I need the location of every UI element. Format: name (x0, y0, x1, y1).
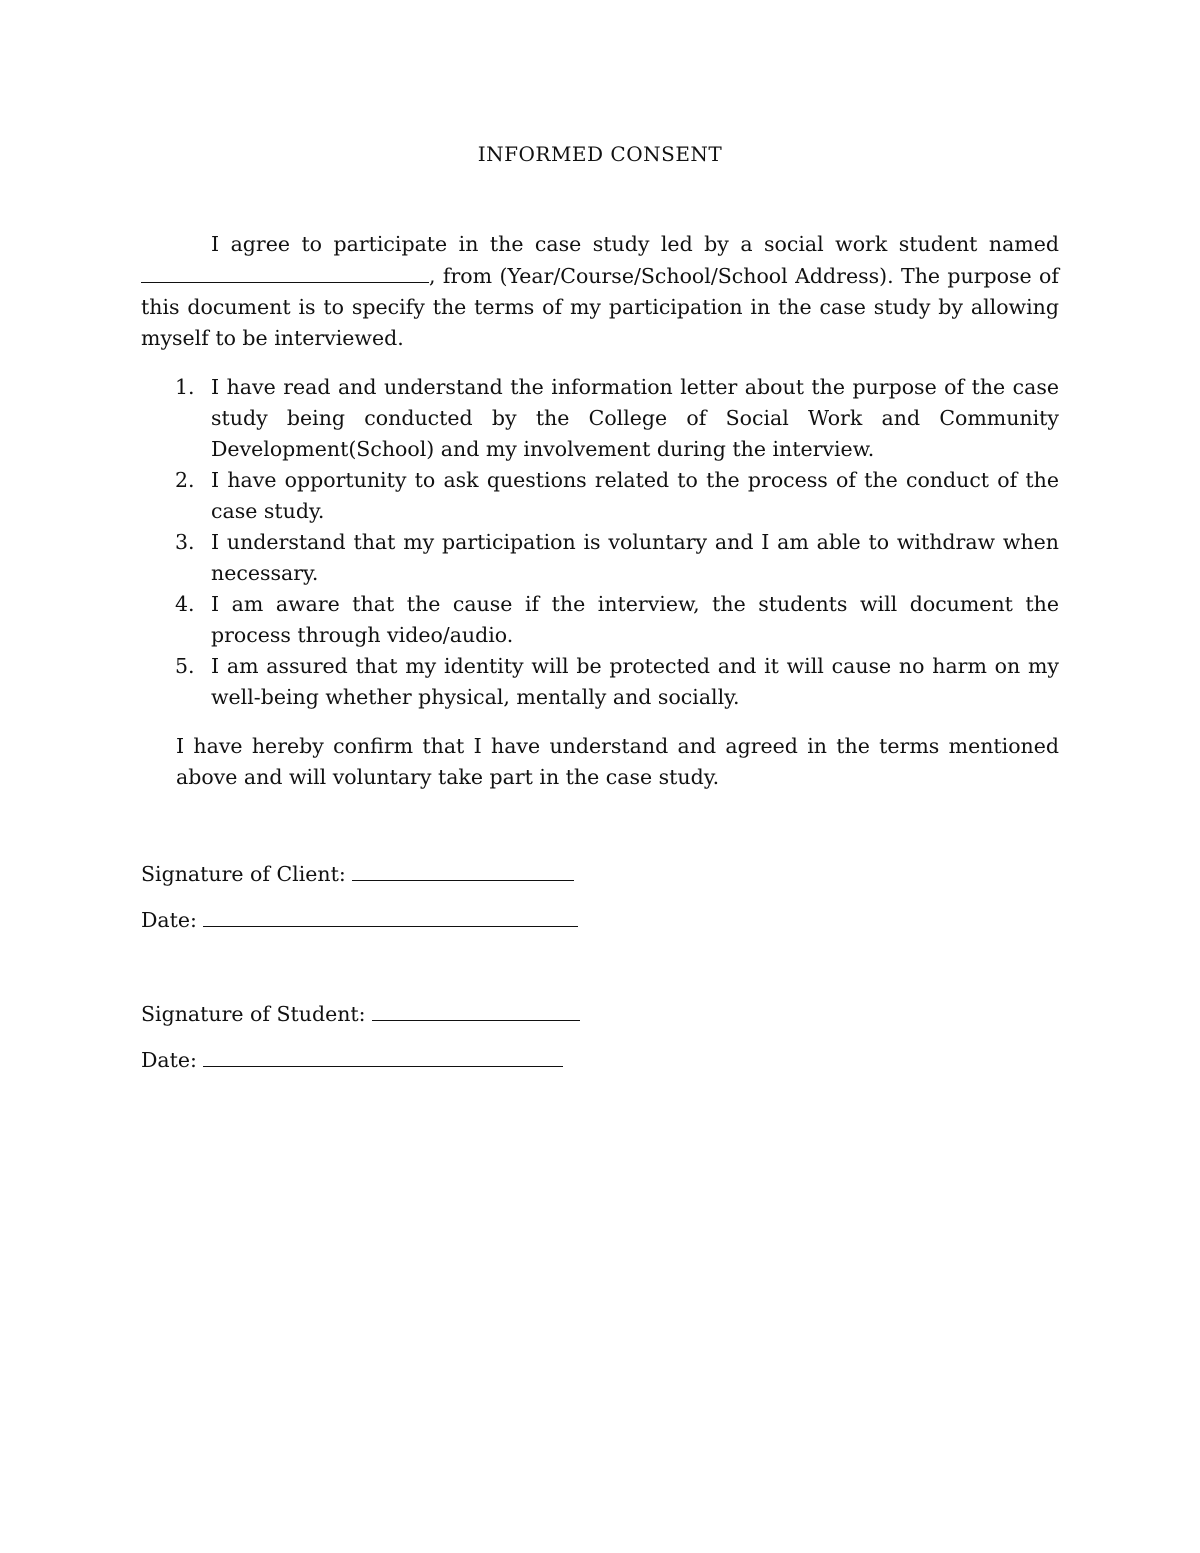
list-item-text: I am assured that my identity will be protected and it will cause no harm on my well-being whether physical, mentally and socially. (211, 654, 1059, 709)
list-item-text: I understand that my participation is voluntary and I am able to withdraw when necessary. (211, 530, 1059, 585)
list-item-number: 2. (175, 468, 195, 492)
client-signature-field[interactable] (352, 858, 574, 881)
list-item (141, 527, 1059, 589)
intro-paragraph (141, 229, 1059, 354)
client-signature-label: Signature of Client: (141, 862, 346, 886)
list-item-number: 5. (175, 654, 195, 678)
list-item (141, 589, 1059, 651)
terms-list (141, 372, 1059, 713)
list-item (141, 372, 1059, 465)
student-signature-row (141, 998, 580, 1028)
client-date-field[interactable] (203, 904, 578, 927)
client-signature-row (141, 858, 574, 888)
student-name-blank (141, 260, 429, 283)
list-item-text: I am aware that the cause if the interview, the students will document the process through video/audio. (211, 592, 1059, 647)
student-date-field[interactable] (203, 1044, 563, 1067)
document-title: INFORMED CONSENT (477, 142, 723, 166)
list-item-number: 1. (175, 375, 195, 399)
list-item (141, 651, 1059, 713)
student-signature-field[interactable] (372, 998, 580, 1021)
student-signature-label: Signature of Student: (141, 1002, 366, 1026)
list-item-number: 3. (175, 530, 195, 554)
intro-text-part1: I agree to participate in the case study led by a social work student named (211, 232, 1059, 256)
list-item-text: I have opportunity to ask questions related to the process of the conduct of the case study. (211, 468, 1059, 523)
confirmation-paragraph: I have hereby confirm that I have understand and agreed in the terms mentioned above and will voluntary take part in the case study. (176, 734, 1059, 789)
intro-text-part2: , from (Year/Course/School/School Address). The purpose of this document is to specify the terms of my participation in the case study by allowing myself to be interviewed. (141, 264, 1059, 350)
student-date-row (141, 1044, 563, 1074)
client-date-row (141, 904, 578, 934)
list-item-text: I have read and understand the information letter about the purpose of the case study being conducted by the College of Social Work and Community Development(School) and my involvement during the interview. (211, 375, 1059, 461)
list-item (141, 465, 1059, 527)
student-date-label: Date: (141, 1048, 197, 1072)
list-item-number: 4. (175, 592, 195, 616)
client-date-label: Date: (141, 908, 197, 932)
